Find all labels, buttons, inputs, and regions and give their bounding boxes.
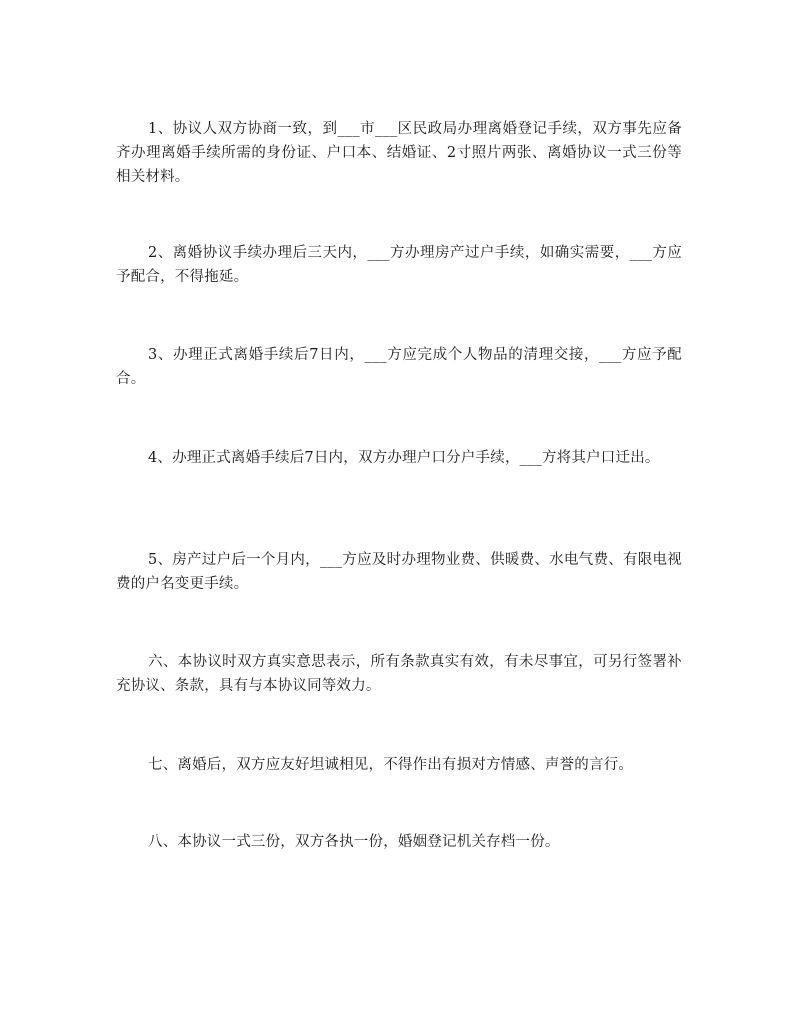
clause-eight-paragraph: 八、本协议一式三份，双方各执一份，婚姻登记机关存档一份。	[148, 834, 560, 850]
clause-3-paragraph: 3、办理正式离婚手续后7日内，___方应完成个人物品的清理交接，___方应予配合。	[116, 347, 682, 387]
clause-5-paragraph: 5、房产过户后一个月内，___方应及时办理物业费、供暖费、水电气费、有限电视费的户名变更手续。	[116, 552, 682, 592]
clause-seven-paragraph: 七、离婚后，双方应友好坦诚相见，不得作出有损对方情感、声誉的言行。	[148, 757, 634, 773]
clause-2-paragraph: 2、离婚协议手续办理后三天内，___方办理房产过户手续，如确实需要，___方应予配合，不得拖延。	[116, 245, 682, 285]
clause-six-paragraph: 六、本协议时双方真实意思表示，所有条款真实有效，有未尽事宜，可另行签署补充协议、条款，具有与本协议同等效力。	[116, 654, 682, 694]
clause-1-paragraph: 1、协议人双方协商一致，到___市___区民政局办理离婚登记手续，双方事先应备齐办理离婚手续所需的身份证、户口本、结婚证、2寸照片两张、离婚协议一式三份等相关材料。	[116, 121, 682, 185]
clause-4-paragraph: 4、办理正式离婚手续后7日内，双方办理户口分户手续，___方将其户口迁出。	[148, 450, 660, 466]
